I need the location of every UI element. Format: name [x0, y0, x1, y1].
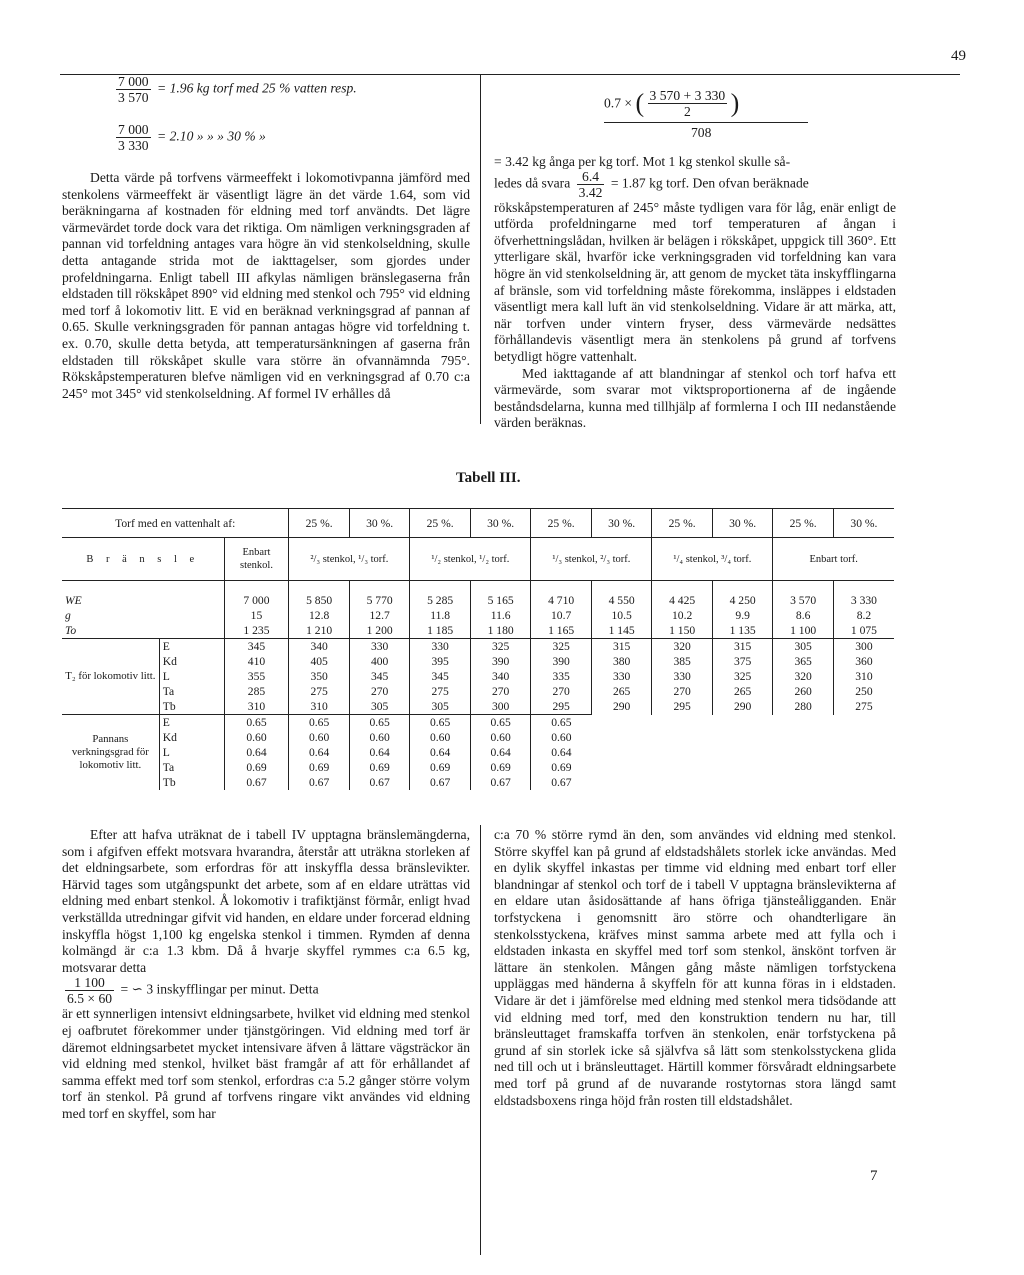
table-row	[62, 760, 894, 775]
table-cell: 335	[531, 669, 592, 684]
table-row	[62, 775, 894, 790]
table-cell: 280	[773, 699, 834, 715]
column-divider-bottom	[480, 825, 481, 1255]
row-label: WE	[62, 593, 224, 608]
table-row	[62, 699, 894, 715]
bottom-left-fraction-line	[62, 975, 470, 1006]
table-cell: 10.5	[591, 608, 652, 623]
eq2-fraction	[116, 122, 151, 153]
table-cell: 315	[591, 639, 652, 655]
eq1-numerator: 7 000	[118, 74, 149, 89]
table-cell: 8.2	[856, 609, 872, 622]
table-cell: 330	[410, 639, 471, 655]
eq2-denominator: 3 330	[118, 138, 149, 153]
table-cell: 310	[289, 699, 350, 715]
table-cell: 290	[591, 699, 652, 715]
bottom-left-fraction	[65, 975, 114, 1006]
table-cell: 320	[773, 669, 834, 684]
formula-inner-den: 2	[683, 104, 691, 119]
row-label: Tb	[159, 699, 224, 715]
table-cell: 0.69	[289, 760, 350, 775]
row-label: L	[159, 669, 224, 684]
table-cell: 275	[855, 700, 873, 714]
table-cell: 330	[349, 639, 410, 655]
table-row	[62, 639, 894, 655]
table-cell: 0.64	[470, 745, 531, 760]
page-number: 49	[951, 48, 966, 64]
row-label: g	[62, 608, 224, 623]
table-cell: 0.64	[410, 745, 471, 760]
table-row	[62, 715, 894, 731]
line2-frac-den: 3.42	[578, 184, 603, 200]
table-cell: 12.7	[349, 608, 410, 623]
formula-top-right	[604, 88, 739, 119]
header-fuel-col: Enbart stenkol.	[224, 538, 289, 581]
table-cell: 400	[349, 654, 410, 669]
table-row	[62, 669, 894, 684]
table-cell: 15	[224, 608, 289, 623]
table-cell: 0.67	[349, 775, 410, 790]
eq1-denominator: 3 570	[118, 90, 149, 105]
table-group-b	[62, 639, 894, 715]
table-cell: 4 250	[712, 593, 773, 608]
table-row	[62, 608, 894, 623]
table-cell: 10.7	[531, 608, 592, 623]
table-cell: 0.65	[470, 715, 531, 731]
row-label: Ta	[159, 684, 224, 699]
table-cell: 305	[349, 699, 410, 715]
table-cell: 5 285	[410, 593, 471, 608]
row-label: Tb	[159, 775, 224, 790]
table-cell: 275	[410, 684, 471, 699]
bottom-left-column	[62, 827, 470, 1123]
table-row	[62, 593, 894, 608]
formula-paren	[635, 88, 739, 119]
table-cell: 0.69	[551, 761, 572, 774]
table-cell: 275	[289, 684, 350, 699]
table-row	[62, 654, 894, 669]
table-cell: 5 165	[470, 593, 531, 608]
table-cell: 11.8	[410, 608, 471, 623]
table-row	[62, 684, 894, 699]
table-cell: 0.60	[410, 730, 471, 745]
row-label: Ta	[159, 760, 224, 775]
table-cell: 5 850	[289, 593, 350, 608]
header-fuel-col: ²/₃ stenkol, ¹/₃ torf.	[289, 538, 410, 581]
table-cell: 410	[224, 654, 289, 669]
table-cell: 0.67	[551, 776, 572, 789]
table-header-water	[62, 509, 894, 538]
table-row	[62, 623, 894, 639]
table-cell: 325	[531, 639, 592, 655]
table-cell: 1 075	[850, 624, 877, 637]
header-fuel-col: ¹/₄ stenkol, ³/₄ torf.	[652, 538, 773, 581]
bottom-left-frac-post: = ∽ 3 inskyfflingar per minut. Detta	[120, 981, 319, 997]
formula-main-bar	[604, 122, 808, 123]
formula-inner-a: 3 570	[649, 88, 681, 103]
table-cell: 345	[410, 669, 471, 684]
table-cell: 0.67	[410, 775, 471, 790]
table-cell: 390	[470, 654, 531, 669]
top-right-line2	[494, 169, 896, 200]
table-cell: 260	[773, 684, 834, 699]
table-cell: 1 145	[591, 623, 652, 639]
table-cell: 325	[470, 639, 531, 655]
header-pct: 30 %.	[349, 509, 410, 538]
header-pct: 25 %.	[652, 509, 713, 538]
table-cell: 295	[652, 699, 713, 715]
table-cell: 350	[289, 669, 350, 684]
row-label: To	[62, 623, 224, 639]
bottom-left-frac-den: 6.5 × 60	[67, 991, 113, 1007]
top-right-column	[494, 154, 896, 432]
table-cell: 11.6	[470, 608, 531, 623]
table-title: Tabell III.	[456, 470, 521, 486]
top-left-column	[62, 170, 470, 402]
table-cell: 12.8	[289, 608, 350, 623]
table-cell: 0.65	[410, 715, 471, 731]
eq2-rhs: = 2.10 » » » 30 % »	[157, 128, 266, 144]
group-label: Pannans verkningsgrad för lokomotiv litt.	[62, 715, 159, 791]
header-fuel-col: ¹/₃ stenkol, ²/₃ torf.	[531, 538, 652, 581]
table-cell: 340	[470, 669, 531, 684]
top-right-line1: = 3.42 kg ånga per kg torf. Mot 1 kg stenkol skulle så-	[494, 154, 791, 169]
table-cell: 345	[349, 669, 410, 684]
table-cell: 0.60	[551, 731, 572, 744]
header-pct: 25 %.	[289, 509, 350, 538]
table-cell: 340	[289, 639, 350, 655]
table-cell: 0.65	[349, 715, 410, 731]
table-cell: 345	[224, 639, 289, 655]
table-cell: 0.65	[531, 715, 592, 731]
footer-number: 7	[870, 1168, 878, 1184]
table-cell: 0.67	[224, 775, 289, 790]
table-cell: 0.60	[224, 730, 289, 745]
table-cell: 8.6	[773, 608, 834, 623]
table-cell: 4 425	[652, 593, 713, 608]
formula-inner-fraction	[648, 88, 728, 119]
table-cell: 0.69	[410, 760, 471, 775]
table-cell: 7 000	[224, 593, 289, 608]
table-cell: 0.64	[349, 745, 410, 760]
table-cell: 1 210	[289, 623, 350, 639]
table-cell: 310	[224, 699, 289, 715]
row-label: Kd	[159, 654, 224, 669]
table-group-c	[62, 715, 894, 791]
table-cell: 0.60	[349, 730, 410, 745]
header-pct: 25 %.	[773, 509, 834, 538]
table-cell: 5 770	[349, 593, 410, 608]
eq1-fraction	[116, 74, 151, 105]
formula-denominator: 708	[691, 125, 712, 140]
header-fuel-col: ¹/₂ stenkol, ¹/₂ torf.	[410, 538, 531, 581]
table-cell: 270	[652, 684, 713, 699]
table-cell: 1 185	[410, 623, 471, 639]
row-label: Kd	[159, 730, 224, 745]
line2-frac-num: 6.4	[577, 169, 605, 185]
formula-coef: 0.7 ×	[604, 95, 633, 111]
table-cell: 250	[855, 685, 873, 698]
formula-lparen: (	[635, 88, 645, 118]
table-cell: 9.9	[712, 608, 773, 623]
formula-inner-num	[648, 88, 728, 104]
top-right-paragraph2: Med iakttagande af att blandningar af stenkol och torf hafva ett värmevärde, som svarar mot viktsproportionerna af de ingående beståndsdelarna, kunna med tillhjälp af formlerna I och III nedanstående värden beräknas.	[494, 365, 896, 431]
bottom-right-paragraph: c:a 70 % större rymd än den, som användes vid eldning med stenkol. Större skyffel kan på grund af eldstadshålets storlek icke användas. Med en dylik skyffel inkastas per timme vid eldning med enbart torf eller blandningar af stenkol och torf de i tabell V upptagna bränslevikterna af en eldare utan åsidosättande af hans öfriga tjänsteåligganden. Enär torfstyckena i genomsnitt äro större och ohandterligare än stenkolsstyckena, kräfves minst samma arbete med att fylla och i eldstaden inkasta en skyffel med torf som stenkol, änskönt torfven är lättare än stenkolen. Mången gång måste nämligen torfstyckena uppläggas med händerna å skyffeln för att kunna föras in i eldstaden. Vidare är det i jämförelse med eldning med stenkol mera tidsödande att vid eldning med torf, med den konstruktion tendern nu har, till bränsleuttaget framskaffa torfven än stenkolen, enär torfstyckena på grund af sin storlek icke så självfva så lätt som stenkolsstyckena glida ned till och ut i bränsleuttaget. Härtill kommer försvåradt eldningsarbete med torf på grund af de nuvarande rostytornas stora längd samt eldstadsboxens ringa höjd från rosten till eldstadshålet.	[494, 827, 896, 1108]
table-cell: 0.69	[349, 760, 410, 775]
bottom-left-frac-num: 1 100	[65, 975, 114, 991]
table-cell: 270	[531, 684, 592, 699]
table-cell: 355	[224, 669, 289, 684]
table-spacer	[62, 581, 894, 594]
eq1-rhs: = 1.96 kg torf med 25 % vatten resp.	[157, 80, 357, 96]
table-cell: 0.67	[470, 775, 531, 790]
table-cell: 290	[712, 699, 773, 715]
table-header-fuel	[62, 538, 894, 581]
table-cell: 3 570	[773, 593, 834, 608]
header-pct: 25 %.	[410, 509, 471, 538]
table-cell: 310	[855, 670, 873, 683]
equation-2	[113, 122, 266, 153]
header-pct: 30 %.	[591, 509, 652, 538]
table-cell: 285	[224, 684, 289, 699]
table-cell: 3 330	[850, 594, 877, 607]
table-cell: 320	[652, 639, 713, 655]
table-iii	[62, 508, 894, 790]
header-fuel-col: Enbart torf.	[773, 538, 894, 581]
table-cell: 305	[410, 699, 471, 715]
formula-rparen: )	[730, 88, 740, 118]
table-cell: 365	[773, 654, 834, 669]
column-divider-top	[480, 74, 481, 424]
header-pct: 25 %.	[531, 509, 592, 538]
table-cell: 330	[591, 669, 652, 684]
table-cell: 1 235	[224, 623, 289, 639]
table-cell: 1 100	[773, 623, 834, 639]
header-water-label: Torf med en vattenhalt af:	[62, 509, 289, 538]
table-cell: 0.64	[224, 745, 289, 760]
table-cell: 270	[470, 684, 531, 699]
line2-pre: ledes då svara	[494, 175, 571, 191]
table-cell: 390	[531, 654, 592, 669]
table-cell: 0.69	[224, 760, 289, 775]
table-cell: 1 150	[652, 623, 713, 639]
table-row	[62, 745, 894, 760]
table-row	[62, 730, 894, 745]
table-cell: 0.65	[224, 715, 289, 731]
table-cell: 395	[410, 654, 471, 669]
table-cell: 0.64	[289, 745, 350, 760]
bottom-right-column	[494, 827, 896, 1109]
equation-1	[113, 74, 357, 105]
line2-fraction	[577, 169, 605, 200]
header-pct: 30 %.	[712, 509, 773, 538]
table-cell: 330	[652, 669, 713, 684]
table-cell: 4 550	[591, 593, 652, 608]
group-label: T₂ för lokomotiv litt.	[62, 639, 159, 715]
table-cell: 360	[855, 655, 873, 668]
header-fuel-label: B r ä n s l e	[62, 538, 224, 581]
table-cell: 315	[712, 639, 773, 655]
formula-inner-plus: +	[683, 88, 692, 103]
table-cell: 305	[773, 639, 834, 655]
table-cell: 0.65	[289, 715, 350, 731]
table-cell: 380	[591, 654, 652, 669]
table-cell: 265	[712, 684, 773, 699]
table-cell: 375	[712, 654, 773, 669]
formula-inner-b: 3 330	[694, 88, 726, 103]
table-cell: 0.60	[470, 730, 531, 745]
table-cell: 405	[289, 654, 350, 669]
bottom-left-paragraph-a: Efter att hafva uträknat de i tabell IV upptagna bränslemängderna, som i afgifven effekt motsvara hvarandra, återstår att uträkna storleken af det eldningsarbete, som erfordras för att inskyffla dessa bränslevikter. Härvid tages som utgångspunkt det arbete, som af en eldare uträttas vid eldning med enbart stenkol. Å lokomotiv i trafiktjänst förmår, enligt hvad verkställda utredningar gifvit vid handen, en eldare under forcerad eldning inskyffla högst 1,100 kg engelska stenkol i timmen. Rymden af denna kolmängd är c:a 1.3 kbm. Då å hvarje skyffel rymmes c:a 6.5 kg, motsvarar detta	[62, 827, 470, 975]
header-pct: 30 %.	[833, 509, 894, 538]
table-cell: 265	[591, 684, 652, 699]
top-right-paragraph1: rökskåpstemperaturen af 245° måste tydligen vara för låg, enär enligt de utförda profeldningarne med torf temperaturen af ångan i öfverhettningslådan, hvilken är belägen i rökskåpet, uppgick till 360°. Ett ytterligare skäl, hvarför icke verkningsgraden vid torfeldning kan vara högre än vid stenkolseldning är, att genom de mycket täta inskyfflingarna af bränsle, som vid torfeldning måste förekomma, insläppes i eldstaden väsentligt mera kall luft än vid stenkolseldning. Vidare är att märka, att, när torfven under vintern fryser, dess värmevärde nedsättes förhållandevis väsentligt mera än stenkolens på grund af torfvens betydligt högre vattenhalt.	[494, 199, 896, 364]
table-cell: 0.64	[551, 746, 572, 759]
table-group-a	[62, 593, 894, 639]
table-cell: 0.60	[289, 730, 350, 745]
table-cell: 270	[349, 684, 410, 699]
table-cell: 300	[833, 639, 894, 655]
table-cell: 295	[531, 699, 592, 715]
table-cell: 4 710	[531, 593, 592, 608]
table-cell: 1 180	[470, 623, 531, 639]
line2-post: = 1.87 kg torf. Den ofvan beräknade	[610, 175, 809, 191]
table-cell: 385	[652, 654, 713, 669]
eq2-numerator: 7 000	[118, 122, 149, 137]
table-cell: 1 200	[349, 623, 410, 639]
top-left-paragraph: Detta värde på torfvens värmeeffekt i lokomotivpanna jämförd med stenkolens värmeeffekt är väsentligt lägre än det värde 1.64, som vid beräkningarna af kostnaden för eldning med torf användts. Det lägre värmevärdet torde dock vara det riktiga. Om nämligen verkningsgraden af pannan vid torfeldning antages vara högre än vid stenkolseldning, skulle detta antagande strida mot de iakttagelser, som gjordes under profeldningarna. Enligt tabell III afkylas nämligen bränslegaserna från eldstaden till rökskåpet 890° vid eldning med stenkol och 795° vid eldning med torf å lokomotiv litt. E vid en beräknad verkningsgrad af pannan af 0.65. Skulle verkningsgraden för pannan antagas högre vid torfeldning t. ex. 0.70, skulle detta betyda, att temperatursänkningen af gaserna från eldstaden till rökskåpet skulle vara större än ofvannämnda 795°. Rökskåpstemperaturen blefve nämligen vid en verkningsgrad af 0.70 c:a 245° mot 345° vid stenkolseldning. Af formel IV erhålles då	[62, 170, 470, 401]
row-label: L	[159, 745, 224, 760]
row-label: E	[159, 639, 224, 655]
table-cell: 0.67	[289, 775, 350, 790]
table-cell: 300	[470, 699, 531, 715]
header-pct: 30 %.	[470, 509, 531, 538]
table-cell: 1 135	[712, 623, 773, 639]
bottom-left-paragraph-b: är ett synnerligen intensivt eldningsarbete, hvilket vid eldning med stenkol ej oafbrutet förekommer under tjänstgöringen. Vid eldning med torf är däremot eldningsarbetet mycket intensivare äfven å lättare vägsträckor än vid eldning med stenkol, hvilket bäst framgår af att för erhållandet af samma effekt med torf som stenkol, erfordras c:a 5.2 gånger större volym torf än stenkol. På grund af torfvens ringare vikt användes vid eldning med torf en skyffel, som har	[62, 1006, 470, 1121]
table-cell: 0.69	[470, 760, 531, 775]
table-cell: 325	[712, 669, 773, 684]
table-cell: 1 165	[531, 623, 592, 639]
table-cell: 10.2	[652, 608, 713, 623]
row-label: E	[159, 715, 224, 731]
